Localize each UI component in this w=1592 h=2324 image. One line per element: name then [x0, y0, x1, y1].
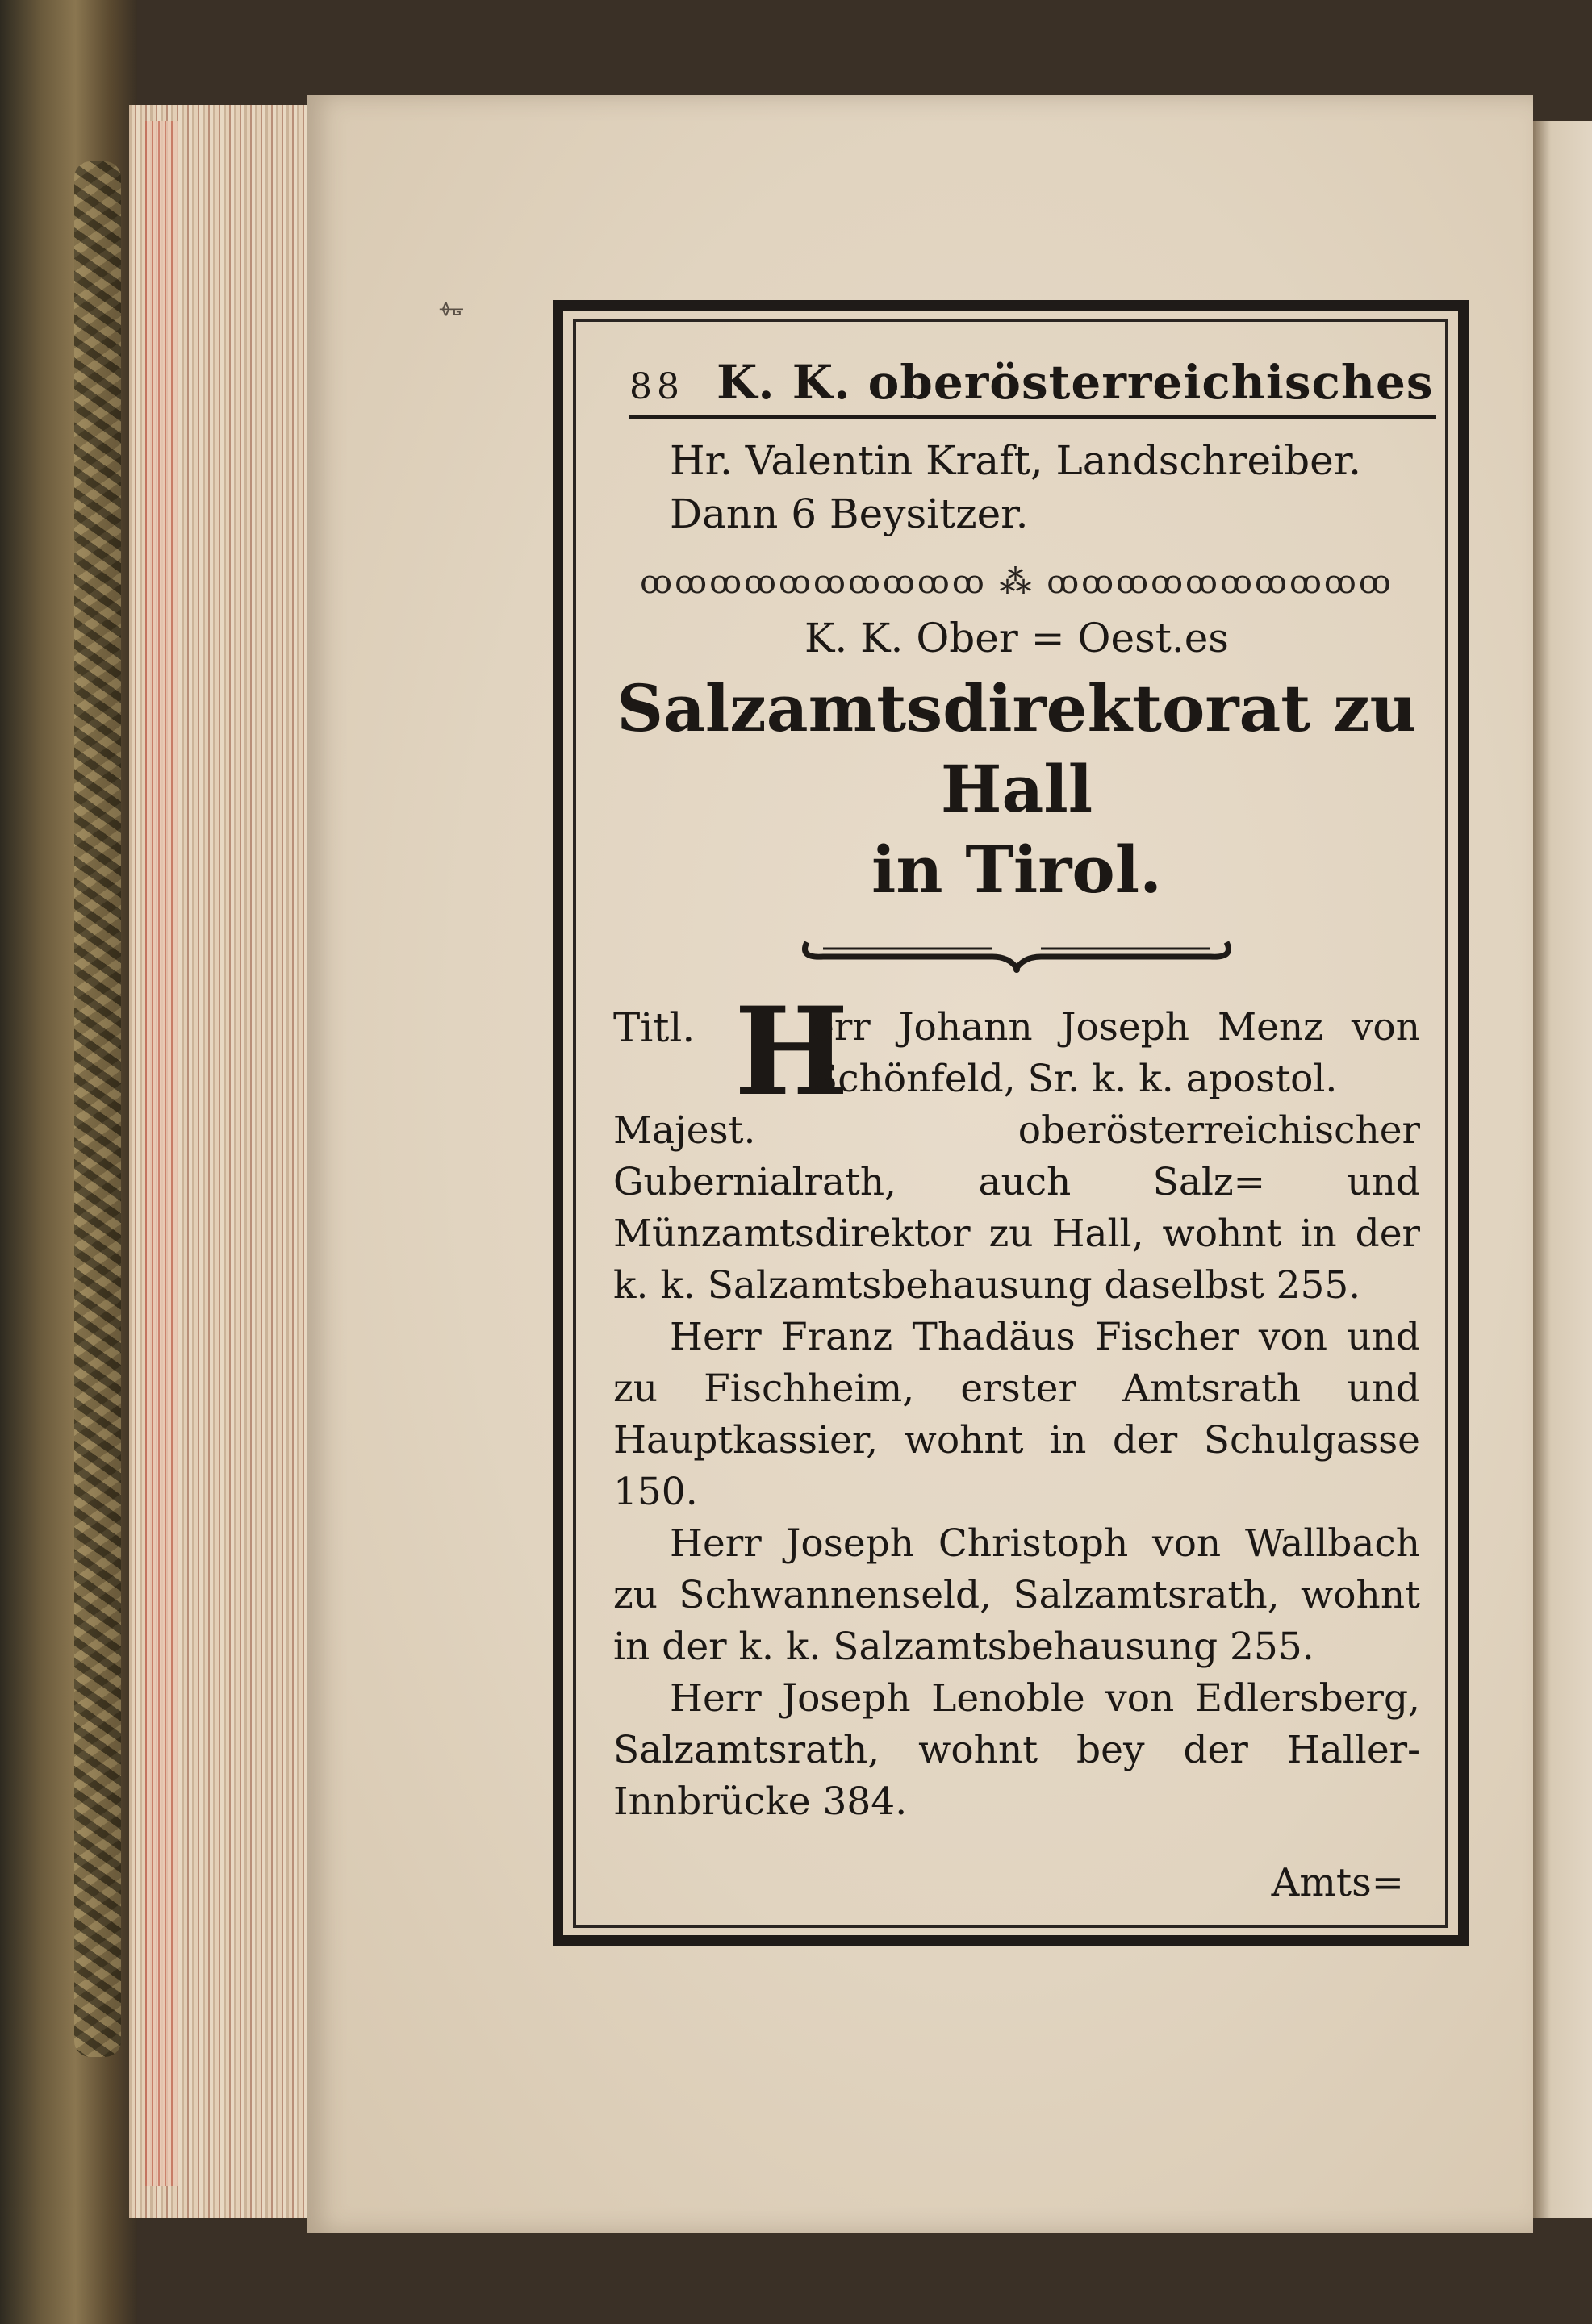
facing-page-edge: [1533, 121, 1592, 2218]
intro-lines: [670, 434, 1420, 540]
page-number: 88: [629, 366, 684, 407]
intro-line-1: Hr. Valentin Kraft, Landschreiber.: [670, 437, 1362, 484]
section-heading: [613, 668, 1420, 910]
heading-flourish-icon: [613, 926, 1420, 978]
gutter-mark: ᚖᚗ: [440, 298, 462, 318]
titl-label: Titl.: [613, 1004, 696, 1051]
page-edges: [129, 105, 323, 2218]
entry-4: Herr Joseph Lenoble von Edlersberg, Salzamtsrath, wohnt bey der Haller-Innbrücke 384.: [613, 1676, 1420, 1824]
drop-cap: H: [734, 981, 849, 1123]
entries: [613, 981, 1420, 1828]
entry-1-continuation: Majest. oberösterreichischer Gubernialrath, auch Salz= und Münzamtsdirektor zu Hall, wohnt in der k. k. Salzamtsbehausung daselbst 255.: [613, 1108, 1420, 1308]
intro-line-2: Dann 6 Beysitzer.: [670, 490, 1029, 537]
page-header: [629, 331, 1436, 419]
catchword: Amts=: [1271, 1860, 1404, 1905]
section-heading-line-2: in Tirol.: [871, 832, 1163, 907]
section-subheading: K. K. Ober = Oest.es: [804, 615, 1229, 661]
spine-marbling: [74, 161, 121, 2057]
ornament-divider: ꝏꝏꝏꝏꝏꝏꝏꝏꝏꝏ ⁂ ꝏꝏꝏꝏꝏꝏꝏꝏꝏꝏ: [640, 564, 1394, 601]
book-spine: [0, 0, 137, 2324]
entry-1: [613, 981, 1420, 1123]
section-heading-line-1: Salzamtsdirektorat zu Hall: [616, 670, 1417, 827]
entry-1-opening: err Johann Joseph Menz von Schönfeld, Sr. k. k. apostol.: [812, 1005, 1420, 1101]
page-content: [613, 331, 1434, 1905]
entry-2: Herr Franz Thadäus Fischer von und zu Fischheim, erster Amtsrath und Hauptkassier, wohnt in der Schulgasse 150.: [613, 1315, 1420, 1514]
running-head: K. K. oberösterreichisches: [717, 355, 1434, 410]
entry-3: Herr Joseph Christoph von Wallbach zu Schwannenseld, Salzamtsrath, wohnt in der k. k. Salzamtsbehausung 255.: [613, 1521, 1420, 1669]
